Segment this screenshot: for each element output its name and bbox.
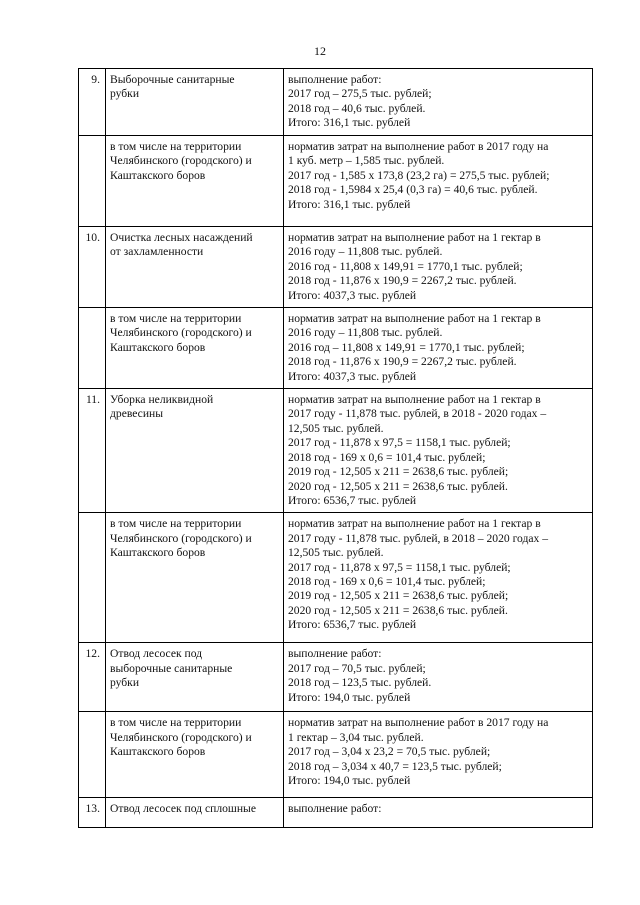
work-name-cell xyxy=(106,389,284,513)
work-name-cell xyxy=(106,308,284,389)
calculation-line: норматив затрат на выполнение работ на 1 гектар в xyxy=(288,517,541,531)
row-number: 11. xyxy=(79,389,106,513)
calculation-cell xyxy=(284,389,593,513)
work-name-line: Очистка лесных насаждений xyxy=(110,231,253,244)
work-name-line: Челябинского (городского) и xyxy=(110,154,252,168)
calculation-line: Итого: 4037,3 тыс. рублей xyxy=(288,369,417,383)
work-name-cell xyxy=(106,136,284,227)
calculation-line: 2016 году – 11,808 тыс. рублей. xyxy=(288,245,443,259)
cost-table xyxy=(78,68,593,828)
work-name-line: в том числе на территории xyxy=(110,517,242,531)
work-name-line: Уборка неликвидной xyxy=(110,393,214,407)
table-row xyxy=(79,798,593,828)
work-name-line: в том числе на территории xyxy=(110,312,242,326)
work-name-cell xyxy=(106,227,284,308)
calculation-line: Итого: 316,1 тыс. рублей xyxy=(288,116,411,130)
calculation-cell xyxy=(284,712,593,798)
calculation-line: 2017 год - 11,878 х 97,5 = 1158,1 тыс. рублей; xyxy=(288,560,511,574)
work-name-line: Челябинского (городского) и xyxy=(110,326,252,340)
calculation-cell xyxy=(284,227,593,308)
row-number: 12. xyxy=(79,643,106,712)
work-name-line: Челябинского (городского) и xyxy=(110,730,252,744)
row-number xyxy=(79,308,106,389)
calculation-cell xyxy=(284,643,593,712)
calculation-line: 2018 год – 3,034 х 40,7 = 123,5 тыс. рублей; xyxy=(288,759,502,773)
work-name-line: в том числе на территории xyxy=(110,140,242,153)
calculation-line: 2017 год - 1,585 х 173,8 (23,2 га) = 275,5 тыс. рублей; xyxy=(288,168,550,182)
calculation-line: Итого: 194,0 тыс. рублей xyxy=(288,773,411,787)
work-name-line: Отвод лесосек под xyxy=(110,647,203,661)
calculation-line: 2019 год - 12,505 х 211 = 2638,6 тыс. рублей; xyxy=(288,465,509,479)
calculation-line: 2019 год - 12,505 х 211 = 2638,6 тыс. рублей; xyxy=(288,589,509,603)
calculation-line: 1 куб. метр – 1,585 тыс. рублей. xyxy=(288,154,445,168)
row-number xyxy=(79,513,106,643)
calculation-line: 12,505 тыс. рублей. xyxy=(288,546,384,560)
calculation-line: Итого: 4037,3 тыс. рублей xyxy=(288,288,417,302)
calculation-line: 2018 год - 1,5984 х 25,4 (0,3 га) = 40,6 тыс. рублей. xyxy=(288,183,538,197)
calculation-line: Итого: 6536,7 тыс. рублей xyxy=(288,493,417,507)
work-name-line: Челябинского (городского) и xyxy=(110,531,252,545)
work-name-line: Выборочные санитарные xyxy=(110,73,235,86)
calculation-line: 2020 год - 12,505 х 211 = 2638,6 тыс. рублей. xyxy=(288,603,508,617)
work-name-cell xyxy=(106,712,284,798)
row-number: 9. xyxy=(79,69,106,136)
row-number: 10. xyxy=(79,227,106,308)
calculation-line: 2018 год - 11,876 х 190,9 = 2267,2 тыс. рублей. xyxy=(288,355,517,369)
work-name-cell xyxy=(106,513,284,643)
calculation-cell xyxy=(284,308,593,389)
calculation-line: норматив затрат на выполнение работ в 2017 году на xyxy=(288,716,549,730)
calculation-line: 2016 году – 11,808 тыс. рублей. xyxy=(288,326,443,340)
calculation-cell xyxy=(284,513,593,643)
work-name-line: в том числе на территории xyxy=(110,716,242,730)
calculation-line: норматив затрат на выполнение работ в 2017 году на xyxy=(288,140,549,153)
calculation-line: 2018 год - 169 х 0,6 = 101,4 тыс. рублей; xyxy=(288,450,486,464)
calculation-cell xyxy=(284,136,593,227)
calculation-line: 2016 год – 11,808 х 149,91 = 1770,1 тыс. рублей; xyxy=(288,340,525,354)
table-row xyxy=(79,513,593,643)
calculation-line: 2016 год - 11,808 х 149,91 = 1770,1 тыс. рублей; xyxy=(288,259,523,273)
work-name-line: древесины xyxy=(110,407,164,421)
work-name-line: рубки xyxy=(110,87,140,101)
calculation-cell xyxy=(284,69,593,136)
calculation-line: 2017 год – 70,5 тыс. рублей; xyxy=(288,661,426,675)
work-name-line: выборочные санитарные xyxy=(110,661,233,675)
calculation-line: Итого: 6536,7 тыс. рублей xyxy=(288,618,417,632)
calculation-line: 2017 год – 275,5 тыс. рублей; xyxy=(288,87,432,101)
calculation-line: норматив затрат на выполнение работ на 1 гектар в xyxy=(288,393,541,407)
calculation-cell xyxy=(284,798,593,828)
table-row xyxy=(79,69,593,136)
calculation-line: 2017 год - 11,878 х 97,5 = 1158,1 тыс. рублей; xyxy=(288,436,511,450)
calculation-line: Итого: 194,0 тыс. рублей xyxy=(288,690,411,704)
calculation-line: 12,505 тыс. рублей. xyxy=(288,421,384,435)
table-row xyxy=(79,389,593,513)
work-name-line: от захламленности xyxy=(110,245,204,259)
row-number xyxy=(79,712,106,798)
table-row xyxy=(79,227,593,308)
calculation-line: 1 гектар – 3,04 тыс. рублей. xyxy=(288,730,424,744)
calculation-line: 2018 год – 40,6 тыс. рублей. xyxy=(288,101,426,115)
work-name-cell xyxy=(106,69,284,136)
work-name-line: рубки xyxy=(110,676,140,690)
calculation-line: 2018 год – 123,5 тыс. рублей. xyxy=(288,676,432,690)
calculation-line: 2018 год - 11,876 х 190,9 = 2267,2 тыс. рублей. xyxy=(288,274,517,288)
calculation-line: 2017 год – 3,04 х 23,2 = 70,5 тыс. рублей; xyxy=(288,745,491,759)
work-name-line: Каштакского боров xyxy=(110,340,206,354)
calculation-line: 2018 год - 169 х 0,6 = 101,4 тыс. рублей; xyxy=(288,574,486,588)
calculation-line: 2020 год - 12,505 х 211 = 2638,6 тыс. рублей. xyxy=(288,479,508,493)
table-row xyxy=(79,712,593,798)
calculation-line: выполнение работ: xyxy=(288,73,382,86)
table-body xyxy=(79,69,593,828)
calculation-line: норматив затрат на выполнение работ на 1 гектар в xyxy=(288,231,541,244)
calculation-line: Итого: 316,1 тыс. рублей xyxy=(288,197,411,211)
table-row xyxy=(79,308,593,389)
table-row xyxy=(79,643,593,712)
calculation-line: 2017 году - 11,878 тыс. рублей, в 2018 – 2020 годах – xyxy=(288,531,549,545)
work-name-cell xyxy=(106,643,284,712)
row-number xyxy=(79,136,106,227)
work-name-line: Каштакского боров xyxy=(110,546,206,560)
calculation-line: выполнение работ: xyxy=(288,647,382,661)
work-name-line: Каштакского боров xyxy=(110,168,206,182)
work-name-line: Отвод лесосек под сплошные xyxy=(110,802,256,816)
work-name-cell xyxy=(106,798,284,828)
calculation-line: норматив затрат на выполнение работ на 1 гектар в xyxy=(288,312,541,326)
calculation-line: выполнение работ: xyxy=(288,802,382,816)
page-number: 12 xyxy=(314,44,326,58)
row-number: 13. xyxy=(79,798,106,828)
calculation-line: 2017 году - 11,878 тыс. рублей, в 2018 - 2020 годах – xyxy=(288,407,547,421)
table-row xyxy=(79,136,593,227)
work-name-line: Каштакского боров xyxy=(110,745,206,759)
